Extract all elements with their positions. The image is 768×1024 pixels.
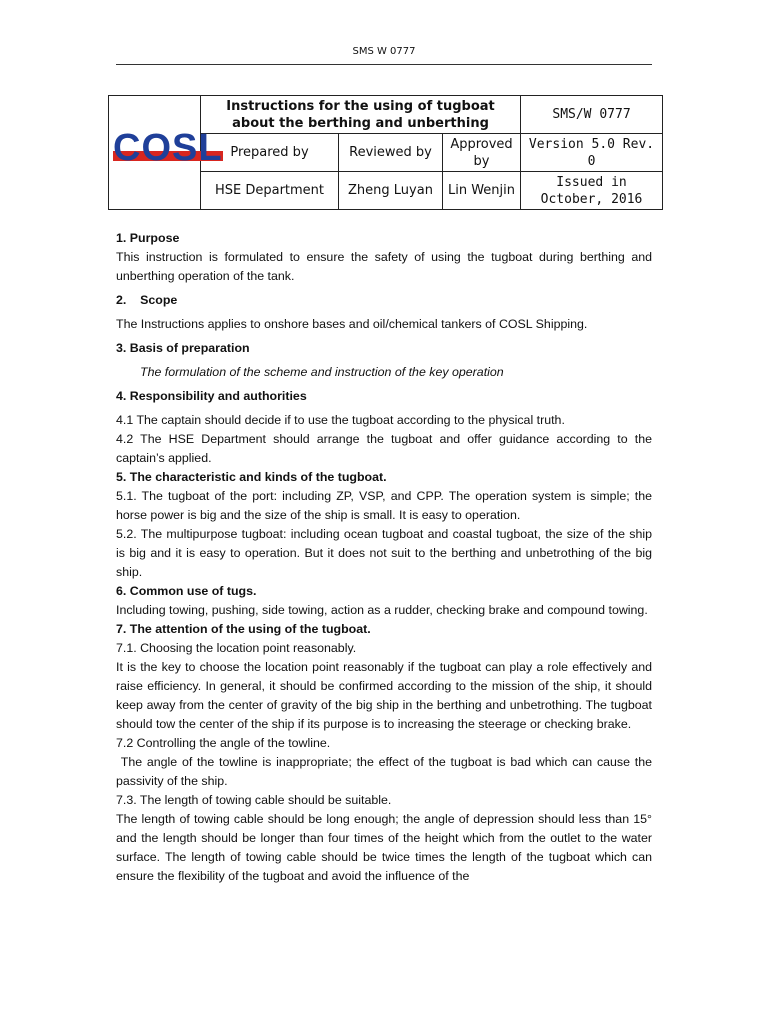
prepared-by-value: HSE Department bbox=[201, 172, 339, 210]
reviewed-by-value: Zheng Luyan bbox=[339, 172, 443, 210]
section-1-heading: 1. Purpose bbox=[116, 231, 180, 245]
section-4-1-text: 4.1 The captain should decide if to use the tugboat according to the physical truth. bbox=[116, 413, 565, 427]
cosl-logo: COSL bbox=[113, 127, 223, 169]
approved-by-value: Lin Wenjin bbox=[443, 172, 521, 210]
section-7-1-heading: 7.1. Choosing the location point reasonably. bbox=[116, 641, 357, 655]
section-6-text: Including towing, pushing, side towing, action as a rudder, checking brake and compound towing. bbox=[116, 603, 648, 617]
section-7-heading: 7. The attention of the using of the tugboat. bbox=[116, 622, 371, 636]
document-body bbox=[116, 229, 656, 886]
section-7-2-heading: 7.2 Controlling the angle of the towline. bbox=[116, 736, 331, 750]
section-7-1-text: It is the key to choose the location point reasonably if the tugboat can play a role effectively and raise efficiency. In general, it should be confirmed according to the mission of the ship, it should keep away from the center of gravity of the big ship in the berthing and unbetrothing. The tugboat should tow the center of the ship if its purpose is to increasing the steerage or checking brake. bbox=[116, 660, 652, 731]
section-1-text: This instruction is formulated to ensure the safety of using the tugboat during berthing and unberthing operation of the tank. bbox=[116, 250, 652, 283]
section-5-2-text: 5.2. The multipurpose tugboat: including ocean tugboat and coastal tugboat, the size of the ship is big and it is easy to operation. But it does not suit to the berthing and unbetrothing of the big ship. bbox=[116, 527, 652, 579]
section-2-heading: 2. Scope bbox=[116, 293, 178, 307]
section-2-text: The Instructions applies to onshore bases and oil/chemical tankers of COSL Shipping. bbox=[116, 317, 588, 331]
section-3-text: The formulation of the scheme and instruction of the key operation bbox=[140, 365, 504, 379]
version-info: Version 5.0 Rev. 0 bbox=[521, 134, 663, 172]
reviewed-by-label: Reviewed by bbox=[339, 134, 443, 172]
company-logo bbox=[109, 96, 223, 210]
section-7-2-text: The angle of the towline is inappropriate; the effect of the tugboat is bad which can cause the passivity of the ship. bbox=[116, 755, 656, 788]
section-4-2-text: 4.2 The HSE Department should arrange the tugboat and offer guidance according to the captain’s applied. bbox=[116, 432, 652, 465]
page-header-code: SMS W 0777 bbox=[352, 46, 416, 57]
document-code: SMS/W 0777 bbox=[521, 96, 663, 134]
document-title: Instructions for the using of tugboat about the berthing and unberthing bbox=[201, 96, 521, 134]
section-5-heading: 5. The characteristic and kinds of the tugboat. bbox=[116, 470, 387, 484]
section-4-heading: 4. Responsibility and authorities bbox=[116, 389, 307, 403]
prepared-by-label: Prepared by bbox=[201, 134, 339, 172]
section-6-heading: 6. Common use of tugs. bbox=[116, 584, 257, 598]
section-7-3-heading: 7.3. The length of towing cable should be suitable. bbox=[116, 793, 392, 807]
section-7-3-text: The length of towing cable should be long enough; the angle of depression should less than 15° and the length should be longer than four times of the height which from the outlet to the water surface. The length of towing cable should be twice times the length of the tugboat which can ensure the flexibility of the tugboat and avoid the influence of the bbox=[116, 812, 652, 883]
issue-date: Issued in October, 2016 bbox=[521, 172, 663, 210]
section-3-heading: 3. Basis of preparation bbox=[116, 341, 250, 355]
document-control-table bbox=[108, 95, 663, 210]
section-5-1-text: 5.1. The tugboat of the port: including ZP, VSP, and CPP. The operation system is simple; the horse power is big and the size of the ship is small. It is easy to operation. bbox=[116, 489, 652, 522]
header-rule bbox=[116, 64, 652, 65]
approved-by-label: Approved by bbox=[443, 134, 521, 172]
